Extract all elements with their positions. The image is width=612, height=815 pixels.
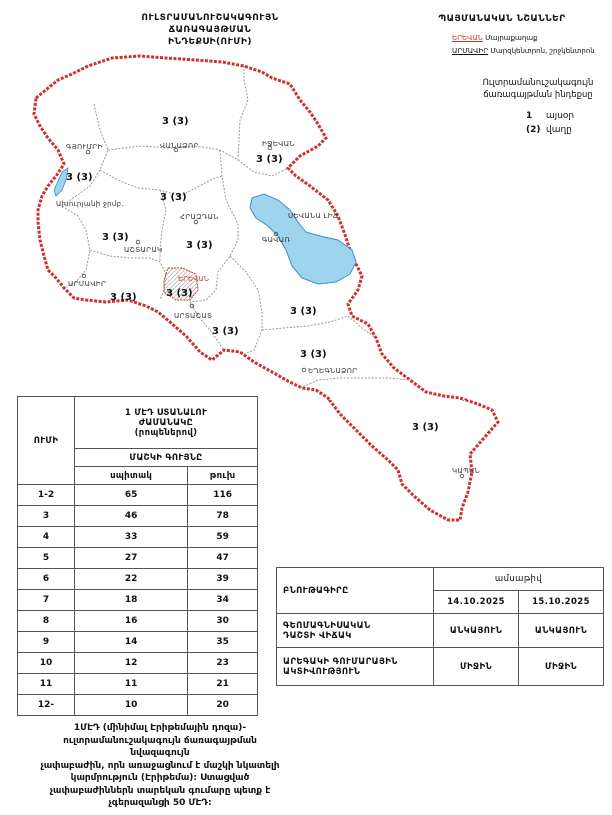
- uv-cell-light: 59: [188, 527, 258, 548]
- uv-table-header-3: (րոպեներով): [134, 427, 198, 438]
- uv-cell-dark: 10: [75, 695, 188, 716]
- city-yeghegnadzor: ԵՂԵԳՆԱՁՈՐ: [308, 367, 358, 375]
- cond-row1-label-1: ԳԵՈՄԱԳՆԻՍԱԿԱՆ: [283, 620, 371, 631]
- reservoir-label: Ախուրյանի ջրմբ.: [56, 200, 124, 208]
- footnote-line-3: չափաբաժին, որն առաջացնում է մաշկի նկատելի: [40, 760, 280, 771]
- uv-cell-index: 8: [18, 611, 75, 632]
- uv-table-header-2: ԺԱՄԱՆԱԿԸ: [138, 417, 194, 428]
- uv-value-lori: 3 (3): [162, 116, 189, 127]
- table-row: [18, 590, 258, 611]
- index-today-num: 1: [526, 111, 533, 121]
- uv-cell-light: 23: [188, 653, 258, 674]
- legend-marz-key: ԱՐՄԱՎԻՐ: [452, 47, 489, 55]
- cond-date-2: 15.10.2025: [519, 591, 604, 614]
- uv-value-shirak: 3 (3): [66, 172, 93, 183]
- uv-cell-light: 21: [188, 674, 258, 695]
- uv-value-north-west: 3 (3): [160, 192, 187, 203]
- cond-date-label: ամսաթիվ: [434, 568, 604, 591]
- cond-col-label: ԲՆՈՒԹԱԳԻՐԸ: [277, 568, 434, 614]
- uv-cell-light: 30: [188, 611, 258, 632]
- uv-table-header-row: [18, 397, 258, 449]
- uv-table-header-1: 1 ՄԷԴ ՍՏԱՆԱԼՈՒ: [124, 407, 208, 418]
- title-line-1: ՈՒԼՏՐԱՄԱՆՈՒՇԱԿԱԳՈՒՅՆ ՃԱՌԱԳԱՅԹՄԱՆ: [141, 13, 279, 35]
- conditions-table: [276, 567, 604, 686]
- uv-cell-dark: 27: [75, 548, 188, 569]
- uv-cell-light: 116: [188, 485, 258, 506]
- uv-value-kotayk: 3 (3): [186, 240, 213, 251]
- uv-cell-light: 39: [188, 569, 258, 590]
- uv-cell-light: 78: [188, 506, 258, 527]
- cond-row1-label-2: ԴԱՇՏԻ ՎԻՃԱԿ: [283, 630, 352, 641]
- uv-cell-index: 12-: [18, 695, 75, 716]
- uv-cell-index: 5: [18, 548, 75, 569]
- city-hrazdan: ՀՐԱԶԴԱՆ: [180, 213, 219, 221]
- cond-date-1: 14.10.2025: [434, 591, 519, 614]
- city-ijevan: ԻՋԵՎԱՆ: [262, 140, 295, 148]
- table-row: [18, 695, 258, 716]
- uv-cell-index: 6: [18, 569, 75, 590]
- cond-row-solar: [277, 648, 604, 686]
- city-armavir: ԱՐՄԱՎԻՐ: [68, 280, 107, 288]
- footnote-line-6: չգերազանցի 50 ՄԷԴ:: [108, 798, 212, 808]
- uv-table-body: [18, 485, 258, 716]
- index-tomorrow-label: վաղը: [546, 125, 572, 135]
- footnote-line-4: կարմրություն (Էրիթեմա): Ստացված: [70, 773, 250, 783]
- uv-cell-light: 34: [188, 590, 258, 611]
- cond-row1-val-2: ԱՆԿԱՅՈՒՆ: [519, 614, 604, 648]
- city-vanadzor: ՎԱՆԱՁՈՐ: [160, 142, 199, 150]
- uv-cell-index: 9: [18, 632, 75, 653]
- city-gyumri: ԳՅՈՒՄՐԻ: [66, 143, 103, 151]
- uv-table-col-light: թուխ: [188, 467, 258, 485]
- uv-cell-index: 4: [18, 527, 75, 548]
- uv-table-skin-type: ՄԱՇԿԻ ԳՈՒՅՆԸ: [75, 449, 258, 467]
- uv-cell-index: 1-2: [18, 485, 75, 506]
- cond-date-row: [277, 568, 604, 591]
- uv-cell-dark: 46: [75, 506, 188, 527]
- uv-value-vayots-dzor: 3 (3): [300, 349, 327, 360]
- uv-table-header: [75, 397, 258, 449]
- cond-row2-label-2: ԱԿՏԻՎՈՒԹՅՈՒՆ: [283, 666, 361, 677]
- uv-cell-dark: 18: [75, 590, 188, 611]
- lake-label: ՍԵՎԱՆԱ ԼԻՃ: [288, 212, 339, 220]
- uv-cell-index: 7: [18, 590, 75, 611]
- uv-exposure-table: [17, 396, 258, 716]
- index-tomorrow-num: (2): [526, 125, 541, 135]
- cond-row2-label: [277, 648, 434, 686]
- table-row: [18, 632, 258, 653]
- table-row: [18, 506, 258, 527]
- country-border-south: [328, 400, 498, 520]
- uv-cell-dark: 12: [75, 653, 188, 674]
- uv-cell-light: 20: [188, 695, 258, 716]
- cond-row-geomagnetic: [277, 614, 604, 648]
- index-legend-title-1: Ուլտրամանուշակագույն: [482, 78, 594, 88]
- legend-marz-desc: Մարզկենտրոն, շրջկենտրոն: [490, 47, 595, 55]
- table-row: [18, 674, 258, 695]
- uv-cell-light: 47: [188, 548, 258, 569]
- legend-capital-desc: Մայրաքաղաք: [485, 34, 538, 42]
- city-ashtarak: ԱՇՏԱՐԱԿ: [124, 246, 163, 254]
- armenia-map: [0, 0, 612, 400]
- index-legend-title-2: ճառագայթման ինդեքսը: [483, 90, 593, 100]
- uv-cell-index: 3: [18, 506, 75, 527]
- uv-cell-dark: 11: [75, 674, 188, 695]
- uv-value-aragatsotn: 3 (3): [102, 232, 129, 243]
- city-gavar: ԳԱՎԱՌ: [262, 236, 291, 244]
- uv-cell-dark: 16: [75, 611, 188, 632]
- table-row: [18, 485, 258, 506]
- cond-row1-label: [277, 614, 434, 648]
- uv-value-syunik-south: 3 (3): [412, 422, 439, 433]
- uv-value-armavir: 3 (3): [110, 292, 137, 303]
- uv-table-col-dark: սպիտակ: [75, 467, 188, 485]
- table-row: [18, 548, 258, 569]
- footnote: [40, 722, 280, 810]
- uv-value-ararat: 3 (3): [212, 326, 239, 337]
- table-row: [18, 527, 258, 548]
- footnote-line-2: ուլտրամանուշակագույն ճառագայթման նվազագույն: [63, 735, 257, 758]
- table-row: [18, 611, 258, 632]
- city-artashat: ԱՐՏԱՇԱՏ: [174, 312, 213, 320]
- index-today-label: այսօր: [546, 111, 575, 121]
- table-row: [18, 569, 258, 590]
- legend-title: ՊԱՅՄԱՆԱԿԱՆ ՆՇԱՆՆԵՐ: [438, 14, 566, 24]
- cond-row2-label-1: ԱՐԵԳԱԿԻ ԳՈՒՄԱՐԱՅԻՆ: [283, 656, 398, 667]
- uv-value-yerevan: 3 (3): [166, 288, 193, 299]
- title-line-2: ԻՆԴԵՔՍԻ(ՈՒՄԻ): [168, 37, 252, 47]
- cond-row1-val-1: ԱՆԿԱՅՈՒՆ: [434, 614, 519, 648]
- country-border: [34, 56, 498, 400]
- uv-cell-light: 35: [188, 632, 258, 653]
- footnote-line-1: 1ՄԷԴ (մինիմալ Էրիթեմային դոզա)-: [73, 723, 247, 733]
- table-row: [18, 653, 258, 674]
- legend-capital-key: ԵՐԵՎԱՆ: [452, 34, 483, 42]
- uv-cell-index: 11: [18, 674, 75, 695]
- city-yerevan: ԵՐԵՎԱՆ: [178, 275, 209, 283]
- uv-cell-dark: 22: [75, 569, 188, 590]
- footnote-line-5: չափաբաժիններն տարեկան գումարը պետք է: [49, 785, 271, 796]
- uv-cell-dark: 33: [75, 527, 188, 548]
- uv-value-gegharkunik: 3 (3): [290, 306, 317, 317]
- uv-cell-index: 10: [18, 653, 75, 674]
- uv-cell-dark: 65: [75, 485, 188, 506]
- cond-row2-val-1: ՄԻՋԻՆ: [434, 648, 519, 686]
- uv-value-tavush: 3 (3): [256, 154, 283, 165]
- cond-row2-val-2: ՄԻՋԻՆ: [519, 648, 604, 686]
- uv-cell-dark: 14: [75, 632, 188, 653]
- uv-table-col-umi: ՈՒՄԻ: [18, 397, 75, 485]
- city-kapan-south: ԿԱՊԱՆ: [452, 467, 481, 475]
